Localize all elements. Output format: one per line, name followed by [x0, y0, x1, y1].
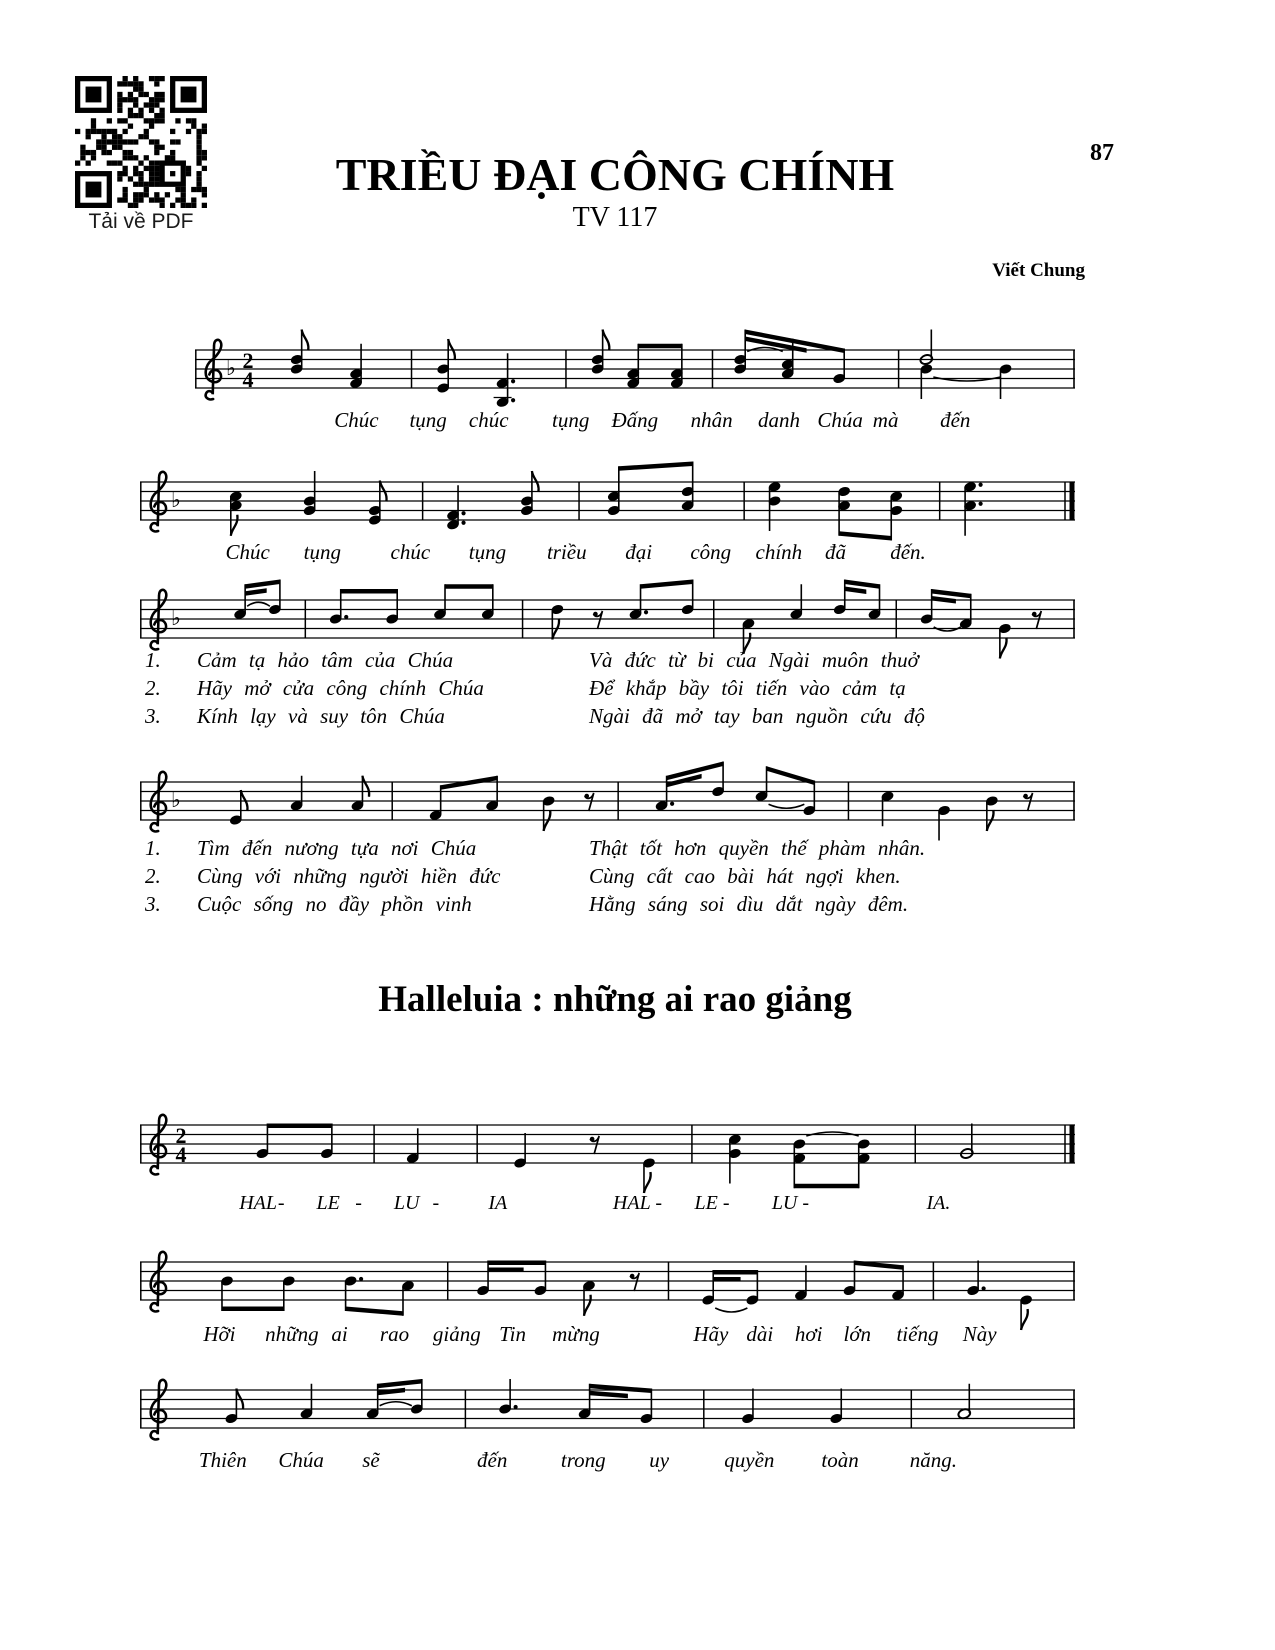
beam: [441, 776, 497, 790]
lyric-syllable: công: [690, 540, 732, 564]
lyric-syllable: uy: [649, 1448, 670, 1472]
lyric-syllable: LU -: [771, 1192, 810, 1214]
lyric-syllable: giảng: [432, 1322, 481, 1346]
lyric-syllable: chúc: [390, 540, 431, 564]
lyric-syllable: những: [265, 1322, 319, 1346]
augmentation-dot: [359, 1277, 363, 1281]
lyric-syllable: Chúc: [225, 540, 270, 564]
verse-text: Cùng với những người hiền đức: [197, 864, 501, 888]
time-signature: 2: [175, 1123, 187, 1148]
flat-key-signature: ♭: [171, 488, 181, 512]
lyric-syllable: Hãy: [693, 1322, 729, 1346]
tie-slur: [247, 602, 270, 606]
eighth-flag: [584, 1295, 591, 1316]
verse-line: [145, 648, 1095, 676]
beam: [267, 1124, 331, 1129]
lyric-syllable: Tin: [499, 1322, 526, 1346]
verse-line: [145, 836, 1095, 864]
tie-slur: [715, 1308, 747, 1312]
lyric-syllable: đến: [940, 408, 971, 432]
lyric-syllable: chính: [755, 540, 803, 564]
verse-number: 3.: [145, 892, 161, 916]
lyric-syllable: -: [277, 1192, 285, 1214]
lyric-syllable: đã: [825, 540, 847, 564]
lyric-syllable: Thiên: [198, 1448, 247, 1472]
beam: [346, 1307, 403, 1316]
treble-clef-icon: [151, 590, 167, 650]
time-signature: 4: [175, 1142, 187, 1167]
lyric-syllable: IA.: [926, 1192, 951, 1214]
lyric-line: [140, 1448, 1075, 1478]
lyric-syllable: LU: [393, 1192, 420, 1214]
lyric-syllable: Này: [962, 1322, 997, 1346]
lyric-syllable: Chúc: [334, 408, 379, 432]
lyric-syllable: -: [432, 1192, 440, 1214]
eighth-flag: [603, 330, 610, 351]
beam: [932, 596, 956, 603]
beam: [638, 344, 682, 349]
augmentation-dot: [511, 379, 515, 383]
eighth-flag: [644, 1172, 651, 1193]
lyric-syllable: hơi: [794, 1322, 823, 1346]
verse-line: [145, 892, 1095, 920]
augmentation-dot: [344, 615, 348, 619]
song-title: TRIỀU ĐẠI CÔNG CHÍNH: [335, 149, 895, 200]
lyric-syllable: Chúa: [817, 408, 863, 432]
lyric-syllable: chúc: [468, 408, 509, 432]
beam: [341, 589, 397, 594]
eighth-flag: [302, 330, 309, 351]
flat-key-signature: ♭: [171, 788, 181, 812]
augmentation-dot: [979, 483, 983, 487]
verse-text: Tìm đến nương tựa nơi Chúa: [197, 836, 477, 860]
tie-slur: [380, 1402, 412, 1406]
lyric-syllable: Hỡi: [203, 1322, 236, 1346]
flat-key-signature: ♭: [226, 356, 236, 380]
verse-number: 2.: [145, 864, 161, 888]
augmentation-dot: [514, 1405, 518, 1409]
lyric-syllable: danh: [757, 408, 800, 432]
lyric-syllable: HAL: [239, 1192, 278, 1214]
lyric-syllable: tụng: [409, 408, 447, 432]
composer-credit: Viết Chung: [992, 260, 1085, 281]
verse-text: Ngài đã mở tay ban nguồn cứu độ: [589, 704, 925, 728]
lyric-syllable: năng.: [909, 1448, 957, 1472]
lyric-syllable: trong: [560, 1448, 606, 1472]
treble-clef-icon: [151, 1115, 167, 1175]
lyric-syllable: LE -: [694, 1192, 730, 1214]
treble-clef-icon: [151, 772, 167, 832]
lyric-syllable: tụng: [303, 540, 341, 564]
beam: [641, 580, 693, 589]
beam: [378, 1379, 422, 1388]
section-heading: Halleluia : những ai rao giảng: [378, 979, 852, 1020]
augmentation-dot: [461, 521, 465, 525]
lyric-syllable: rao: [379, 1322, 410, 1346]
beam: [713, 1270, 757, 1275]
verse-number: 1.: [145, 836, 161, 860]
time-signature: 4: [242, 367, 254, 392]
augmentation-dot: [670, 802, 674, 806]
lyric-syllable: lớn: [843, 1322, 872, 1346]
lyric-line: [195, 408, 1075, 438]
verse-text: Cùng cất cao bài hát ngợi khen.: [589, 864, 901, 888]
lyric-syllable: Chúa: [278, 1448, 324, 1472]
augmentation-dot: [511, 398, 515, 402]
staff-6-notation: [140, 1222, 1075, 1338]
psalm-reference: TV 117: [572, 202, 658, 233]
lyric-syllable: đại: [625, 540, 653, 564]
beam: [590, 1391, 628, 1398]
verse-text: Và đức từ bi của Ngài muôn thuở: [589, 648, 919, 672]
lyric-line: [140, 1192, 1075, 1222]
verse-block-b: [145, 836, 1095, 920]
lyric-syllable: Đấng: [611, 408, 659, 432]
flat-key-signature: ♭: [171, 606, 181, 630]
beam: [488, 1268, 524, 1273]
augmentation-dot: [979, 502, 983, 506]
verse-text: Kính lạy và suy tôn Chúa: [197, 704, 445, 728]
lyric-syllable: -: [355, 1192, 362, 1214]
lyric-syllable: HAL -: [612, 1192, 662, 1214]
lyric-syllable: dài: [746, 1322, 774, 1346]
eighth-flag: [231, 515, 238, 536]
verse-text: Thật tốt hơn quyền thế phàm nhân.: [589, 836, 926, 860]
lyric-syllable: ai: [331, 1322, 348, 1346]
page-number: 87: [1090, 140, 1114, 166]
lyric-syllable: sẽ: [362, 1448, 380, 1472]
beam: [245, 580, 280, 589]
beam: [845, 587, 867, 594]
eighth-flag: [362, 776, 369, 797]
verse-text: Cuộc sống no đầy phồn vinh: [197, 892, 472, 916]
verse-line: [145, 704, 1095, 732]
treble-clef-icon: [151, 1252, 167, 1312]
verse-line: [145, 676, 1095, 704]
verse-number: 2.: [145, 676, 161, 700]
beam: [488, 1261, 545, 1266]
verse-text: Hằng sáng soi dìu dắt ngày đêm.: [589, 892, 909, 916]
verse-text: Để khắp bầy tôi tiến vào cảm tạ: [589, 676, 906, 700]
verse-block-a: [145, 648, 1095, 732]
tie-slur: [769, 804, 805, 808]
verse-text: Hãy mở cửa công chính Chúa: [197, 676, 484, 700]
treble-clef-icon: [151, 1380, 167, 1440]
augmentation-dot: [982, 1286, 986, 1290]
lyric-line: [140, 1322, 1075, 1352]
staff-5-notation: [140, 1085, 1075, 1201]
lyric-syllable: tụng: [468, 540, 507, 564]
beam: [713, 1277, 740, 1282]
verse-line: [145, 864, 1095, 892]
beam: [445, 584, 493, 589]
lyric-syllable: đến: [477, 1448, 508, 1472]
beam: [245, 588, 267, 595]
qr-download-label[interactable]: Tải về PDF: [88, 210, 194, 233]
augmentation-dot: [461, 511, 465, 515]
lyric-syllable: tụng: [552, 408, 590, 432]
augmentation-dot: [644, 610, 648, 614]
time-signature: 2: [242, 348, 254, 373]
lyric-syllable: toàn: [821, 1448, 859, 1472]
lyric-syllable: mừng: [552, 1322, 600, 1346]
lyric-syllable: LE: [316, 1192, 340, 1214]
lyric-syllable: IA: [488, 1192, 508, 1214]
lyric-syllable: tiếng: [896, 1322, 939, 1346]
beam: [619, 462, 693, 471]
lyric-syllable: quyền: [724, 1448, 775, 1472]
lyric-syllable: đến.: [890, 540, 926, 564]
verse-text: Cảm tạ hảo tâm của Chúa: [197, 648, 454, 672]
treble-clef-icon: [151, 472, 167, 532]
beam: [378, 1388, 405, 1395]
lyric-syllable: triều: [546, 540, 587, 564]
verse-number: 1.: [145, 648, 161, 672]
lyric-syllable: nhân: [690, 408, 733, 432]
verse-number: 3.: [145, 704, 161, 728]
beam: [222, 1307, 284, 1312]
beam: [794, 1184, 858, 1189]
treble-clef-icon: [206, 340, 222, 400]
lyric-syllable: mà: [872, 408, 899, 432]
